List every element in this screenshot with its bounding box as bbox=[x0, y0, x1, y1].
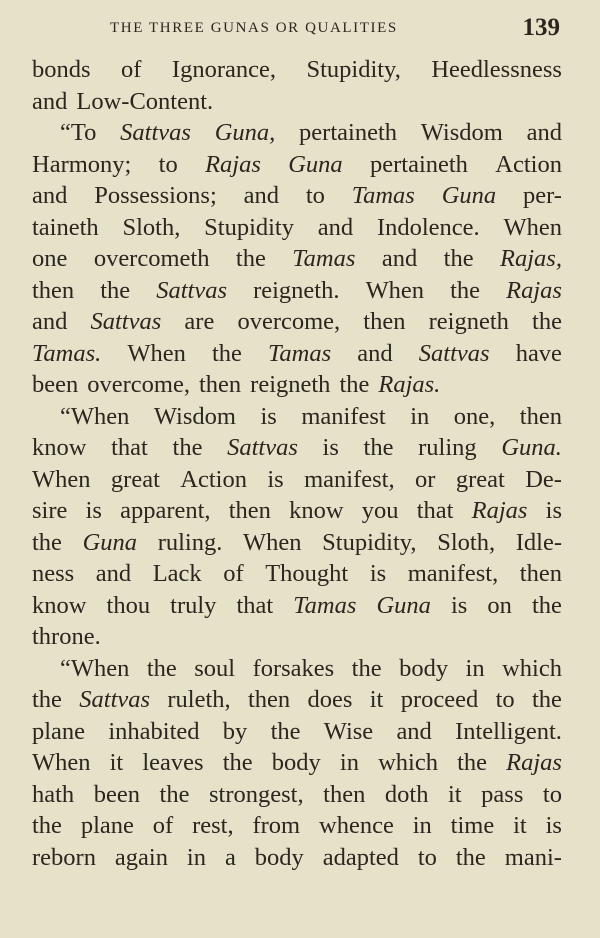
word: does bbox=[307, 686, 353, 713]
word: ruling. bbox=[157, 528, 223, 556]
word: Action bbox=[495, 150, 562, 178]
word: strongest, bbox=[209, 780, 304, 808]
italic-word: Tamas bbox=[351, 182, 415, 209]
word: Harmony; bbox=[32, 150, 132, 178]
word: the bbox=[339, 371, 370, 398]
word: Thought bbox=[265, 560, 349, 587]
word: again bbox=[114, 843, 168, 871]
word: Stupidity, bbox=[322, 528, 417, 556]
word: and bbox=[317, 213, 354, 241]
word: are bbox=[184, 308, 215, 335]
word: plane bbox=[80, 812, 134, 839]
text-line bbox=[32, 686, 562, 718]
word: to bbox=[417, 843, 437, 871]
italic-word: Sattvas bbox=[79, 686, 151, 713]
word: forsakes bbox=[252, 654, 335, 682]
word: manifest, bbox=[407, 560, 499, 587]
word: the bbox=[159, 780, 190, 808]
word: of bbox=[223, 560, 244, 587]
italic-word: Guna, bbox=[214, 119, 276, 146]
word: know bbox=[32, 591, 87, 619]
word: and bbox=[396, 717, 432, 745]
italic-word: Sattvas bbox=[227, 434, 298, 461]
text-line bbox=[32, 466, 562, 498]
word: Action bbox=[180, 465, 247, 493]
text-line bbox=[32, 529, 562, 561]
word: have bbox=[515, 339, 562, 367]
word: to bbox=[158, 150, 178, 178]
word: in bbox=[186, 843, 206, 871]
italic-word: Tamas bbox=[293, 591, 357, 619]
word: manifest, bbox=[304, 465, 395, 493]
word: and bbox=[526, 119, 562, 146]
word: is bbox=[545, 497, 562, 524]
italic-word: Rajas, bbox=[500, 245, 562, 272]
word: Indolence. bbox=[376, 213, 480, 241]
word: leaves bbox=[142, 749, 204, 776]
italic-word: Sattvas bbox=[90, 308, 162, 335]
word: of bbox=[121, 56, 142, 83]
word: Stupidity, bbox=[306, 56, 401, 83]
word: When bbox=[365, 276, 425, 304]
word: doth bbox=[384, 780, 429, 808]
word: the bbox=[270, 717, 301, 745]
word: body bbox=[271, 749, 321, 776]
text-line bbox=[32, 623, 562, 655]
word: great bbox=[455, 465, 505, 493]
word: the bbox=[532, 308, 562, 335]
word: “When bbox=[60, 402, 130, 430]
word: the bbox=[100, 276, 131, 304]
italic-word: Guna bbox=[288, 150, 343, 178]
word: one, bbox=[453, 402, 496, 430]
italic-word: Guna. bbox=[501, 434, 562, 461]
word: the bbox=[211, 339, 242, 367]
word: you bbox=[361, 497, 399, 524]
word: overcometh bbox=[93, 245, 210, 272]
word: Wisdom bbox=[420, 119, 503, 146]
word: is bbox=[85, 497, 102, 524]
italic-word: Rajas bbox=[506, 749, 562, 776]
word: the bbox=[222, 749, 253, 776]
word: When bbox=[32, 465, 91, 493]
word: it bbox=[369, 686, 384, 713]
word: that bbox=[111, 434, 148, 461]
word: Ignorance, bbox=[171, 56, 276, 83]
text-line bbox=[32, 56, 562, 88]
word: the bbox=[443, 245, 474, 272]
text-line bbox=[32, 182, 562, 214]
body-text bbox=[32, 56, 562, 875]
word: the bbox=[363, 434, 394, 461]
word: Wisdom bbox=[153, 402, 236, 430]
word: from bbox=[252, 812, 301, 839]
word: is bbox=[267, 465, 284, 493]
text-line bbox=[32, 434, 562, 466]
word: Intelligent. bbox=[455, 717, 562, 745]
word: in bbox=[410, 402, 430, 430]
word: truly bbox=[170, 591, 217, 619]
word: a bbox=[224, 843, 236, 871]
word: Sloth, bbox=[122, 213, 181, 241]
word: the bbox=[450, 276, 481, 304]
word: When bbox=[32, 749, 91, 776]
word: the bbox=[146, 654, 177, 682]
text-line bbox=[32, 560, 562, 592]
word: the bbox=[32, 528, 62, 556]
word: then bbox=[323, 780, 366, 808]
word: and bbox=[95, 560, 132, 587]
word: proceed bbox=[400, 686, 479, 713]
word: Low-Content. bbox=[76, 87, 214, 115]
word: to bbox=[495, 686, 515, 713]
word: When bbox=[127, 339, 186, 367]
word: the bbox=[32, 812, 62, 839]
word: and bbox=[32, 308, 68, 335]
italic-word: Tamas. bbox=[32, 339, 102, 367]
word: the bbox=[457, 749, 488, 776]
word: soul bbox=[194, 654, 236, 682]
word: Lack bbox=[152, 560, 202, 587]
text-line bbox=[32, 749, 562, 781]
text-line bbox=[32, 497, 562, 529]
text-line bbox=[32, 119, 562, 151]
word: the bbox=[531, 591, 562, 619]
word: in bbox=[465, 654, 485, 682]
italic-word: Guna bbox=[441, 182, 497, 209]
italic-word: Tamas bbox=[292, 245, 356, 272]
word: and bbox=[357, 339, 393, 367]
word: is bbox=[545, 812, 562, 839]
word: reigneth. bbox=[253, 276, 340, 304]
word: throne. bbox=[32, 623, 101, 650]
word: Idle- bbox=[515, 528, 562, 556]
word: adapted bbox=[322, 843, 399, 871]
word: sire bbox=[32, 497, 68, 524]
text-line bbox=[32, 371, 562, 403]
word: De- bbox=[525, 465, 562, 493]
word: and bbox=[243, 182, 279, 209]
word: is bbox=[260, 402, 277, 430]
italic-word: Guna bbox=[376, 591, 431, 619]
word: “To bbox=[60, 119, 97, 146]
italic-word: Sattvas bbox=[418, 339, 490, 367]
text-line bbox=[32, 214, 562, 246]
word: reborn bbox=[32, 843, 96, 871]
italic-word: Sattvas bbox=[120, 119, 191, 146]
word: Heedlessness bbox=[431, 56, 562, 83]
word: that bbox=[416, 497, 454, 524]
text-line bbox=[32, 655, 562, 687]
page-number: 139 bbox=[522, 14, 560, 41]
word: then bbox=[519, 560, 562, 587]
running-head: THE THREE GUNAS OR QUALITIES bbox=[110, 20, 398, 36]
text-line bbox=[32, 245, 562, 277]
word: reigneth bbox=[250, 371, 331, 398]
word: is bbox=[450, 591, 468, 619]
word: pass bbox=[481, 780, 524, 808]
word: know bbox=[289, 497, 344, 524]
word: and bbox=[32, 182, 68, 209]
word: to bbox=[305, 182, 325, 209]
word: Wise bbox=[323, 717, 374, 745]
word: the bbox=[32, 686, 62, 713]
word: or bbox=[415, 465, 436, 493]
word: ruling bbox=[418, 434, 477, 461]
text-line bbox=[32, 151, 562, 183]
word: body bbox=[254, 843, 304, 871]
word: to bbox=[542, 780, 562, 808]
word: ruleth, bbox=[167, 686, 231, 713]
word: overcome, bbox=[87, 371, 190, 398]
word: the bbox=[351, 654, 382, 682]
word: “When bbox=[60, 654, 130, 682]
italic-word: Tamas bbox=[268, 339, 332, 367]
word: then bbox=[247, 686, 291, 713]
text-line bbox=[32, 844, 562, 876]
word: by bbox=[222, 717, 248, 745]
italic-word: Rajas bbox=[471, 497, 528, 524]
word: on bbox=[487, 591, 512, 619]
word: that bbox=[236, 591, 274, 619]
word: it bbox=[448, 780, 462, 808]
italic-word: Rajas bbox=[506, 276, 562, 304]
word: then bbox=[32, 276, 75, 304]
word: is bbox=[322, 434, 339, 461]
word: rest, bbox=[192, 812, 234, 839]
word: and bbox=[381, 245, 418, 272]
italic-word: Sattvas bbox=[156, 276, 228, 304]
word: Sloth, bbox=[437, 528, 496, 556]
word: per- bbox=[522, 182, 562, 209]
word: one bbox=[32, 245, 68, 272]
word: Stupidity bbox=[204, 213, 294, 241]
word: of bbox=[152, 812, 174, 839]
word: apparent, bbox=[120, 497, 211, 524]
word: pertaineth bbox=[299, 119, 397, 146]
word: bonds bbox=[32, 56, 91, 83]
word: ness bbox=[32, 560, 75, 587]
word: reigneth bbox=[428, 308, 509, 335]
word: plane bbox=[32, 717, 86, 745]
word: which bbox=[378, 749, 438, 776]
word: know bbox=[32, 434, 87, 461]
text-line bbox=[32, 812, 562, 844]
word: taineth bbox=[32, 213, 99, 241]
word: body bbox=[399, 654, 449, 682]
word: it bbox=[513, 812, 527, 839]
text-line bbox=[32, 718, 562, 750]
italic-word: Rajas bbox=[205, 150, 261, 178]
word: the bbox=[172, 434, 203, 461]
italic-word: Rajas. bbox=[378, 371, 441, 398]
word: whence bbox=[319, 812, 394, 839]
word: inhabited bbox=[108, 717, 200, 745]
word: the bbox=[235, 245, 266, 272]
word: mani- bbox=[504, 843, 562, 871]
word: and bbox=[32, 87, 68, 115]
text-line bbox=[32, 277, 562, 309]
word: been bbox=[32, 371, 79, 398]
word: manifest bbox=[301, 402, 386, 430]
word: When bbox=[503, 213, 562, 241]
word: hath bbox=[32, 780, 75, 808]
word: is bbox=[369, 560, 387, 587]
text-line bbox=[32, 781, 562, 813]
word: then bbox=[228, 497, 271, 524]
text-line bbox=[32, 403, 562, 435]
word: then bbox=[363, 308, 406, 335]
word: in bbox=[412, 812, 432, 839]
word: the bbox=[531, 686, 562, 713]
text-line bbox=[32, 308, 562, 340]
word: When bbox=[243, 528, 302, 556]
text-line bbox=[32, 88, 562, 120]
word: great bbox=[110, 465, 160, 493]
word: thou bbox=[106, 591, 151, 619]
text-line bbox=[32, 592, 562, 624]
word: it bbox=[109, 749, 124, 776]
word: then bbox=[198, 371, 242, 398]
word: Possessions; bbox=[94, 182, 217, 209]
text-line bbox=[32, 340, 562, 372]
italic-word: Guna bbox=[82, 528, 138, 556]
word: which bbox=[502, 654, 562, 682]
word: then bbox=[519, 402, 562, 430]
word: pertaineth bbox=[369, 150, 468, 178]
word: overcome, bbox=[237, 308, 341, 335]
word: the bbox=[455, 843, 486, 871]
word: in bbox=[339, 749, 359, 776]
word: time bbox=[450, 812, 495, 839]
word: been bbox=[93, 780, 140, 808]
page-header bbox=[110, 14, 560, 42]
